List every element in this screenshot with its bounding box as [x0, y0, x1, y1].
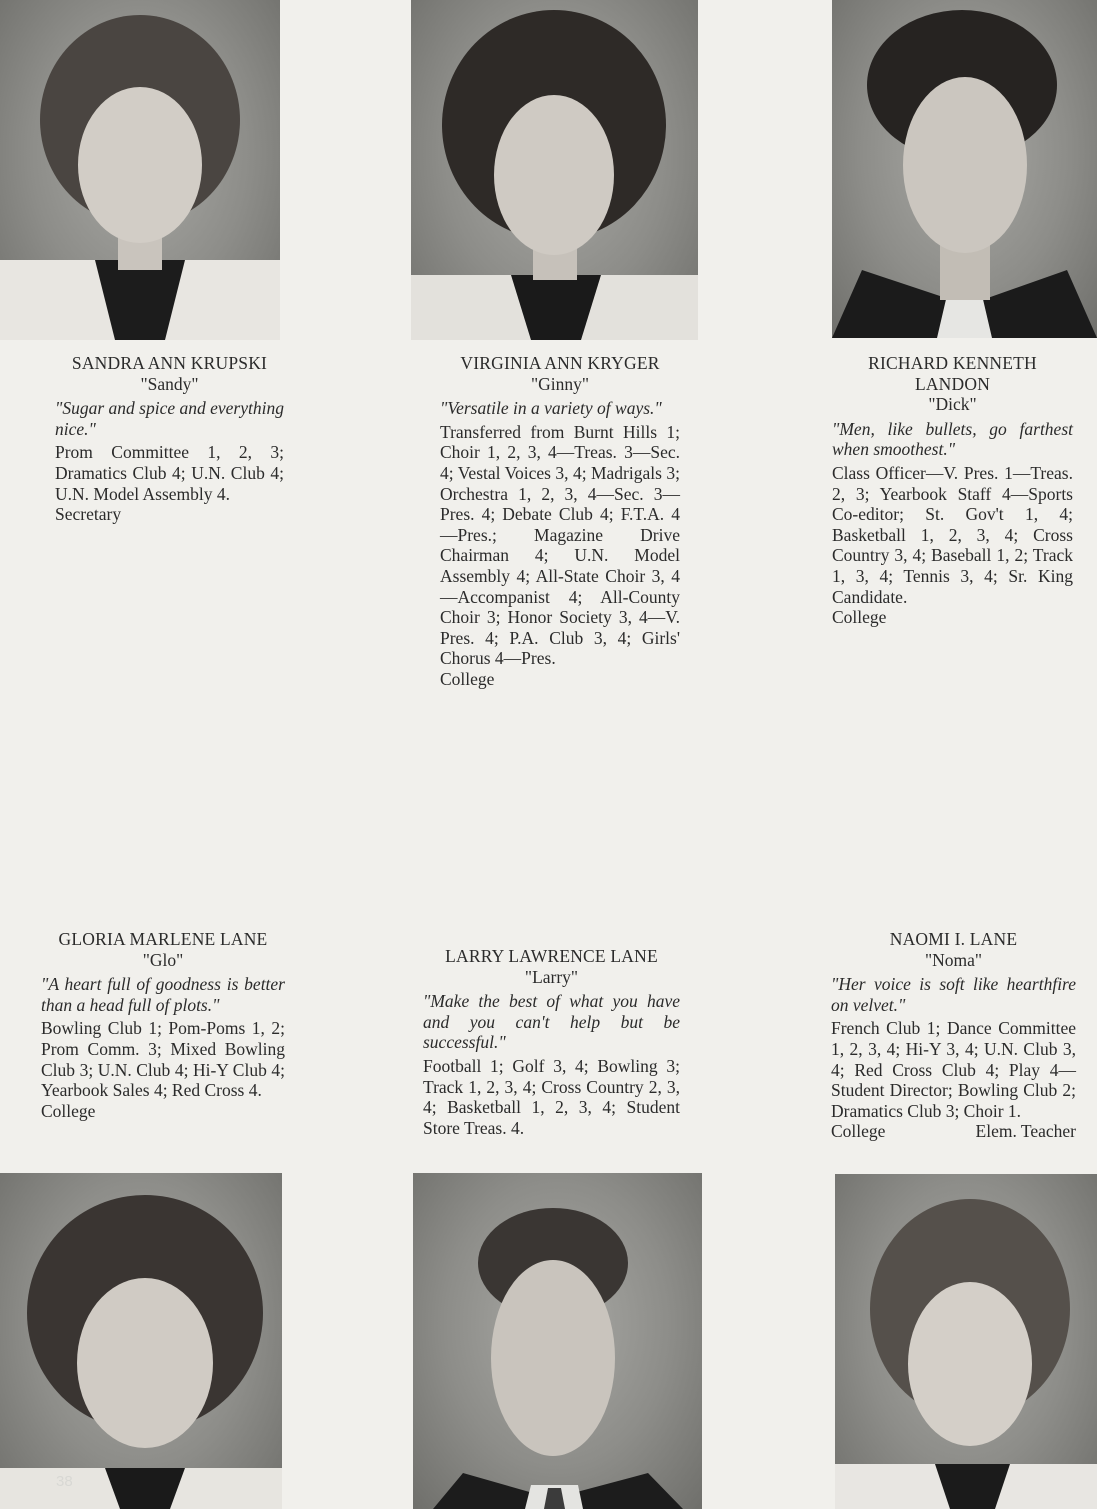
student-name: SANDRA ANN KRUPSKI	[71, 353, 268, 373]
student-plans-left: College	[41, 1100, 96, 1121]
student-entry-gloria-lane	[41, 929, 285, 1121]
student-name: GLORIA MARLENE LANE	[58, 929, 268, 949]
student-plans	[832, 607, 1073, 628]
student-activities: French Club 1; Dance Committee 1, 2, 3, 4; Hi-Y 3, 4; U.N. Club 3, 4; Red Cross Club 4; Play 4—Student Director; Bowling Club 2; Dramatics Club 3; Choir 1.	[831, 1018, 1076, 1121]
portrait-photo-larry-lane	[413, 1173, 702, 1509]
student-quote: "Sugar and spice and everything nice."	[55, 398, 284, 439]
student-plans	[831, 1121, 1076, 1142]
student-quote: "Versatile in a variety of ways."	[440, 398, 662, 419]
student-nickname: "Dick"	[928, 394, 977, 415]
student-entry-krupski	[55, 353, 284, 525]
portrait-photo-krupski	[0, 0, 280, 340]
student-quote: "Her voice is soft like hearthfire on velvet."	[831, 974, 1076, 1015]
student-nickname: "Larry"	[524, 966, 579, 987]
student-name: VIRGINIA ANN KRYGER	[460, 353, 660, 373]
student-plans-left: College	[831, 1121, 886, 1142]
portrait-photo-gloria-lane	[0, 1173, 282, 1509]
student-nickname: "Noma"	[924, 949, 983, 970]
student-quote: "Men, like bullets, go farthest when smoothest."	[832, 418, 1073, 460]
student-nickname: "Ginny"	[530, 373, 590, 394]
student-entry-kryger	[440, 353, 680, 690]
student-plans	[41, 1101, 285, 1122]
student-name: RICHARD KENNETH LANDON	[868, 353, 1037, 394]
student-activities: Transferred from Burnt Hills 1; Choir 1, 2, 3, 4—Treas. 3—Sec. 4; Vestal Voices 3, 4; Madrigals 3; Orchestra 1, 2, 3, 4—Sec. 3—Pres. 4; Debate Club 4; F.T.A. 4—Pres.; Magazine Drive Chairman 4; U.N. Model Assembly 4; All-State Choir 3, 4—Accompanist 4; All-County Choir 3; Honor Society 3, 4—V. Pres. 4; P.A. Club 3, 4; Girls' Chorus 4—Pres.	[440, 421, 680, 669]
student-activities: Bowling Club 1; Pom-Poms 1, 2; Prom Comm. 3; Mixed Bowling Club 3; U.N. Club 4; Hi-Y Club 4; Yearbook Sales 4; Red Cross 4.	[41, 1018, 285, 1101]
student-nickname: "Sandy"	[140, 373, 199, 394]
student-plans-right: Elem. Teacher	[975, 1121, 1076, 1142]
student-activities: Class Officer—V. Pres. 1—Treas. 2, 3; Yearbook Staff 4—Sports Co-editor; St. Gov't 1, 4; Basketball 1, 2, 3, 4; Cross Country 3, 4; Baseball 1, 2; Track 1, 3, 4; Tennis 3, 4; Sr. King Candidate.	[832, 462, 1073, 607]
page-number: 38	[56, 1473, 73, 1490]
student-nickname: "Glo"	[142, 949, 184, 970]
student-quote: "Make the best of what you have and you can't help but be successful."	[423, 991, 680, 1053]
student-activities: Football 1; Golf 3, 4; Bowling 3; Track 1, 2, 3, 4; Cross Country 2, 3, 4; Basketball 1, 2, 3, 4; Student Store Treas. 4.	[423, 1055, 680, 1138]
student-plans	[440, 669, 680, 690]
student-plans-left: College	[440, 668, 495, 689]
student-plans-left: Secretary	[55, 504, 122, 525]
student-entry-landon	[832, 353, 1073, 628]
student-quote: "A heart full of goodness is better than a head full of plots."	[41, 974, 285, 1015]
student-name: LARRY LAWRENCE LANE	[445, 946, 658, 966]
student-entry-naomi-lane	[831, 929, 1076, 1142]
portrait-photo-landon	[832, 0, 1097, 338]
student-plans	[55, 504, 284, 525]
student-entry-larry-lane	[423, 946, 680, 1138]
portrait-photo-naomi-lane	[835, 1174, 1097, 1509]
portrait-photo-kryger	[411, 0, 698, 340]
student-activities: Prom Committee 1, 2, 3; Dramatics Club 4; U.N. Club 4; U.N. Model Assembly 4.	[55, 442, 284, 504]
student-name: NAOMI I. LANE	[889, 929, 1018, 949]
student-plans-left: College	[832, 607, 887, 628]
